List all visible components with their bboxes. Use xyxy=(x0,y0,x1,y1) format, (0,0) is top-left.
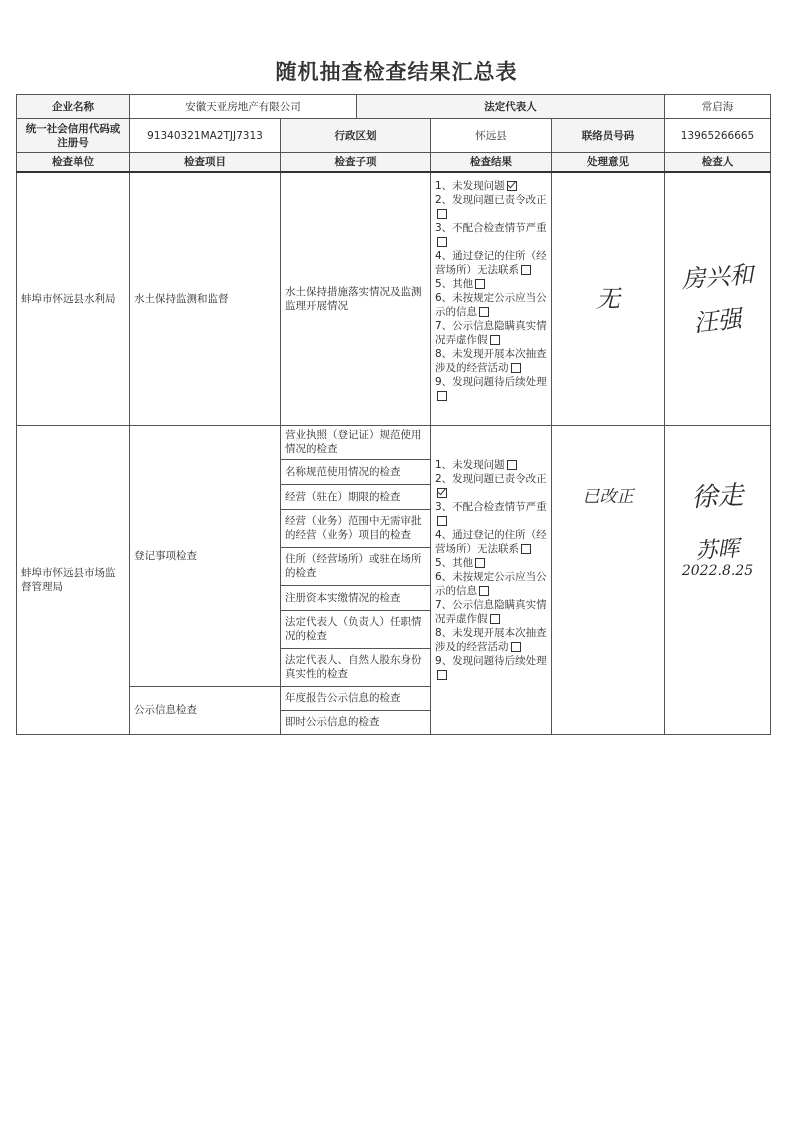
sub-item: 注册资本实缴情况的检查 xyxy=(281,585,431,610)
sub-item: 住所（经营场所）或驻在场所的检查 xyxy=(281,547,431,585)
inspectors-market xyxy=(665,425,771,734)
checkbox xyxy=(511,363,521,373)
checkbox xyxy=(479,307,489,317)
checkbox xyxy=(521,544,531,554)
legal-rep-value: 常启海 xyxy=(665,95,771,119)
checkbox xyxy=(521,265,531,275)
sub-item: 营业执照（登记证）规范使用情况的检查 xyxy=(281,425,431,459)
project-registration: 登记事项检查 xyxy=(130,425,281,686)
result-item: 2、发现问题已责令改正 xyxy=(435,193,547,221)
project-disclosure: 公示信息检查 xyxy=(130,686,281,734)
checkbox xyxy=(490,335,500,345)
sub-item: 年度报告公示信息的检查 xyxy=(281,686,431,710)
results-market xyxy=(431,425,552,734)
section-water-bureau xyxy=(17,172,771,425)
credit-code-value: 91340321MA2TJJ7313 xyxy=(130,119,281,153)
result-item: 9、发现问题待后续处理 xyxy=(435,375,547,403)
district-label: 行政区划 xyxy=(281,119,431,153)
result-item: 1、未发现问题 xyxy=(435,458,547,472)
contact-phone-label: 联络员号码 xyxy=(552,119,665,153)
result-item: 8、未发现开展本次抽查涉及的经营活动 xyxy=(435,626,547,653)
signature-date: 2022.8.25 xyxy=(681,562,754,579)
checkbox xyxy=(475,279,485,289)
col-result: 检查结果 xyxy=(431,153,552,173)
inspector-signature: 苏晖 xyxy=(694,535,741,565)
company-value: 安徽天亚房地产有限公司 xyxy=(130,95,357,119)
inspectors-water xyxy=(665,172,771,425)
result-item: 1、未发现问题 xyxy=(435,179,547,193)
result-item: 4、通过登记的住所（经营场所）无法联系 xyxy=(435,528,547,555)
page-title: 随机抽查检查结果汇总表 xyxy=(275,60,518,84)
result-item: 6、未按规定公示应当公示的信息 xyxy=(435,570,547,597)
checkbox xyxy=(437,670,447,680)
checkbox xyxy=(437,516,447,526)
sub-item: 法定代表人（负责人）任职情况的检查 xyxy=(281,610,431,648)
credit-code-label: 统一社会信用代码或注册号 xyxy=(17,119,130,153)
row-company xyxy=(17,95,771,119)
sub-item: 法定代表人、自然人股东身份真实性的检查 xyxy=(281,648,431,686)
unit-water: 蚌埠市怀远县水利局 xyxy=(17,172,130,425)
sub-item: 名称规范使用情况的检查 xyxy=(281,459,431,484)
project-water: 水土保持监测和监督 xyxy=(130,172,281,425)
row-credit xyxy=(17,119,771,153)
results-water xyxy=(431,172,552,425)
checkbox xyxy=(507,460,517,470)
checkbox-checked xyxy=(507,181,517,191)
checkbox xyxy=(437,237,447,247)
sub-row xyxy=(17,425,771,459)
col-project: 检查项目 xyxy=(130,153,281,173)
col-sub-item: 检查子项 xyxy=(281,153,431,173)
inspection-summary-table xyxy=(16,94,771,735)
result-item: 5、其他 xyxy=(435,277,547,291)
sub-item: 即时公示信息的检查 xyxy=(281,710,431,734)
col-unit: 检查单位 xyxy=(17,153,130,173)
result-item: 5、其他 xyxy=(435,556,547,570)
legal-rep-label: 法定代表人 xyxy=(357,95,665,119)
checkbox xyxy=(511,642,521,652)
sub-item-water: 水土保持措施落实情况及监测监理开展情况 xyxy=(281,172,431,425)
result-item: 3、不配合检查情节严重 xyxy=(435,221,547,249)
opinion-market-handwritten: 已改正 xyxy=(552,425,665,734)
inspector-signature: 徐走 xyxy=(690,480,745,513)
inspector-signature: 房兴和 xyxy=(680,260,755,294)
row-column-headers xyxy=(17,153,771,173)
inspector-signature: 汪强 xyxy=(692,304,743,338)
result-item: 7、公示信息隐瞒真实情况弄虚作假 xyxy=(435,598,547,625)
result-item: 4、通过登记的住所（经营场所）无法联系 xyxy=(435,250,547,276)
checkbox xyxy=(490,614,500,624)
result-item: 2、发现问题已责令改正 xyxy=(435,472,547,500)
result-item: 7、公示信息隐瞒真实情况弄虚作假 xyxy=(435,320,547,346)
checkbox xyxy=(479,586,489,596)
col-inspector: 检查人 xyxy=(665,153,771,173)
checkbox xyxy=(437,391,447,401)
sub-item: 经营（驻在）期限的检查 xyxy=(281,484,431,509)
contact-phone-value: 13965266665 xyxy=(665,119,771,153)
col-opinion: 处理意见 xyxy=(552,153,665,173)
result-item: 8、未发现开展本次抽查涉及的经营活动 xyxy=(435,348,547,374)
result-item: 3、不配合检查情节严重 xyxy=(435,500,547,528)
district-value: 怀远县 xyxy=(431,119,552,153)
checkbox xyxy=(475,558,485,568)
opinion-water-handwritten: 无 xyxy=(552,172,665,425)
result-item: 6、未按规定公示应当公示的信息 xyxy=(435,292,547,318)
unit-market: 蚌埠市怀远县市场监督管理局 xyxy=(17,425,130,734)
result-item: 9、发现问题待后续处理 xyxy=(435,654,547,682)
checkbox xyxy=(437,209,447,219)
company-label: 企业名称 xyxy=(17,95,130,119)
sub-item: 经营（业务）范围中无需审批的经营（业务）项目的检查 xyxy=(281,509,431,547)
checkbox-checked xyxy=(437,488,447,498)
